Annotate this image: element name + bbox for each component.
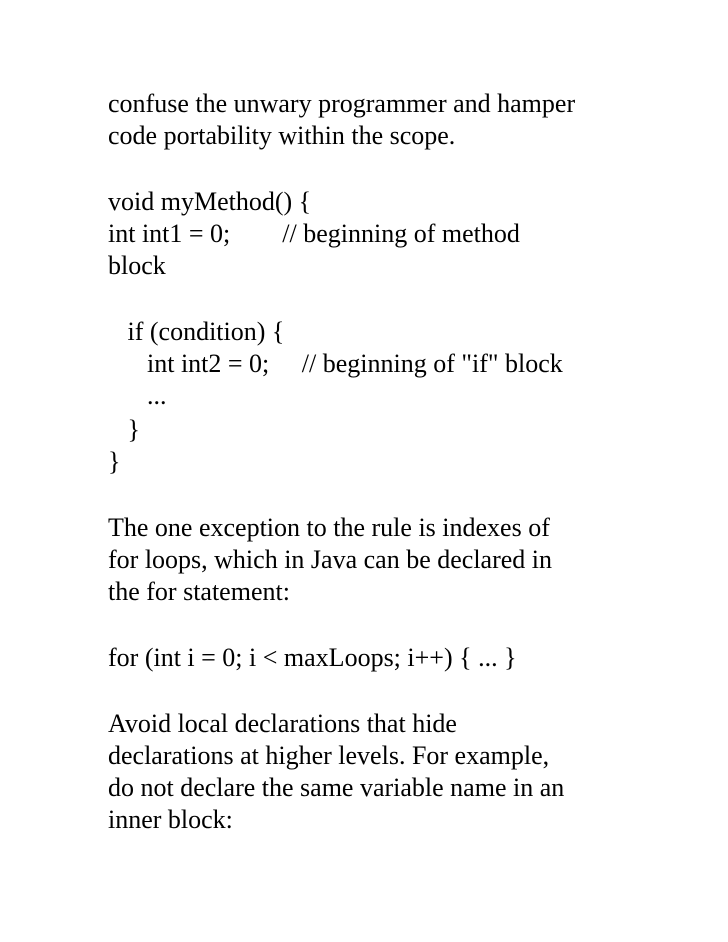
text-line: for loops, which in Java can be declared in: [108, 545, 553, 574]
code-line: ...: [108, 381, 167, 410]
text-line: confuse the unwary programmer and hamper: [108, 89, 576, 118]
code-line: }: [108, 415, 140, 444]
text-line: Avoid local declarations that hide: [108, 709, 457, 738]
code-line: for (int i = 0; i < maxLoops; i++) { ... }: [108, 643, 517, 672]
code-line: if (condition) {: [108, 317, 285, 346]
code-line: void myMethod() {: [108, 187, 312, 216]
code-line: }: [108, 447, 121, 476]
code-line: int int1 = 0; // beginning of method: [108, 219, 520, 248]
text-line: inner block:: [108, 805, 233, 834]
text-line: The one exception to the rule is indexes of: [108, 513, 550, 542]
text-line: declarations at higher levels. For example,: [108, 741, 550, 770]
code-line: int int2 = 0; // beginning of "if" block: [108, 349, 563, 378]
text-line: code portability within the scope.: [108, 121, 456, 150]
text-line: do not declare the same variable name in an: [108, 773, 565, 802]
text-line: the for statement:: [108, 577, 290, 606]
code-line: block: [108, 251, 166, 280]
